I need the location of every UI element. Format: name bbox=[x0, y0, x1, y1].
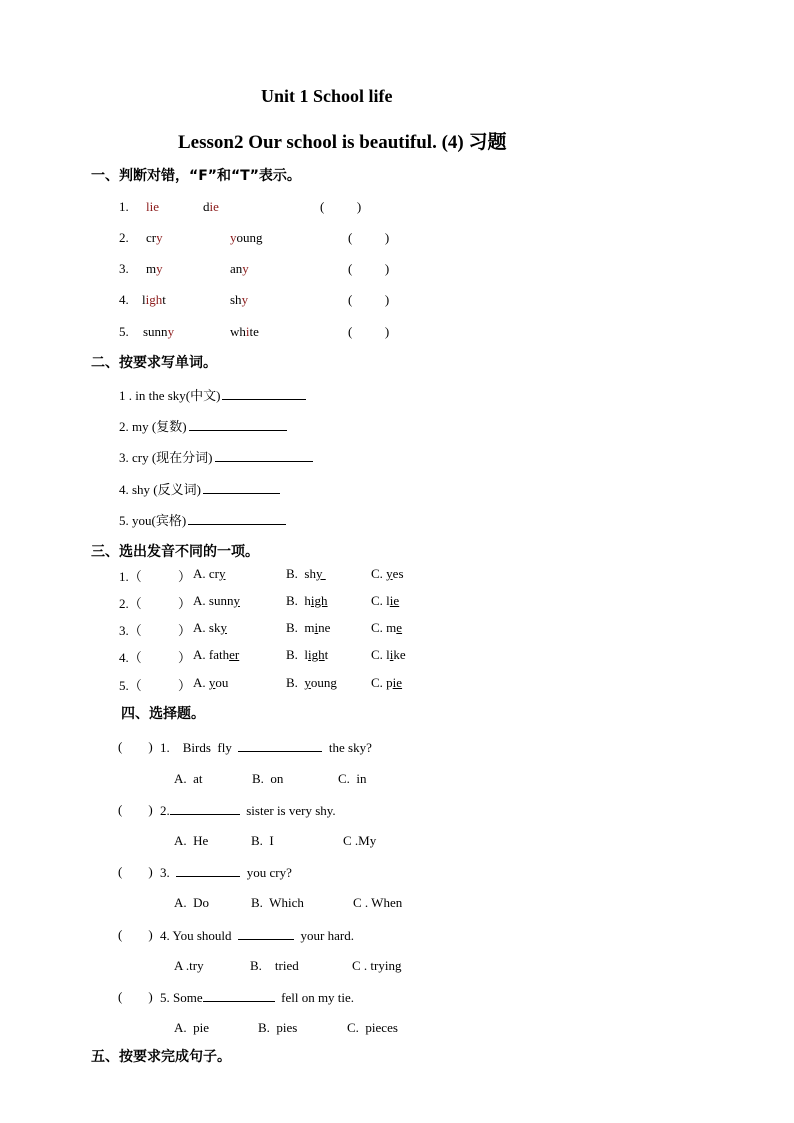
word-task bbox=[119, 385, 306, 404]
answer-blank[interactable] bbox=[215, 449, 313, 462]
text-part: ou bbox=[215, 675, 229, 690]
text-part: C. m bbox=[371, 620, 397, 635]
underlined-letters: igh bbox=[310, 593, 328, 608]
underlined-letters: y bbox=[219, 566, 226, 581]
underlined-letters: e bbox=[396, 620, 403, 635]
underlined-letters: igh bbox=[308, 647, 325, 662]
answer-parentheses[interactable]: ( ) bbox=[118, 739, 153, 754]
option-b bbox=[286, 647, 328, 663]
choice-option[interactable]: A .try bbox=[174, 958, 204, 973]
text-part: l bbox=[142, 292, 146, 307]
text-part: A. bbox=[193, 675, 209, 690]
option-a bbox=[193, 566, 226, 582]
underlined-letters: y bbox=[233, 593, 240, 608]
underlined-letters: i bbox=[314, 620, 319, 635]
answer-blank[interactable] bbox=[222, 387, 306, 400]
answer-blank[interactable] bbox=[238, 739, 322, 752]
text-part: sister is very shy. bbox=[239, 803, 336, 818]
word-left bbox=[146, 199, 159, 215]
word-right bbox=[203, 199, 219, 215]
text-part: you cry? bbox=[240, 865, 292, 880]
answer-parentheses[interactable]: ( ) bbox=[320, 199, 362, 214]
text-part: the sky? bbox=[322, 740, 372, 755]
unit-title: Unit 1 School life bbox=[261, 86, 393, 106]
text-part: sunn bbox=[143, 324, 168, 339]
text-part: oung bbox=[236, 230, 263, 245]
text-part: 2. bbox=[160, 803, 170, 818]
option-b bbox=[286, 566, 326, 582]
option-b bbox=[286, 675, 337, 691]
underlined-letters: ie bbox=[389, 593, 400, 608]
option-a bbox=[193, 593, 240, 609]
item-number: 1. bbox=[119, 199, 129, 214]
answer-parentheses[interactable]: ( ) bbox=[118, 802, 153, 817]
question-text bbox=[160, 864, 292, 881]
text-part: es bbox=[392, 566, 404, 581]
highlighted-letters: y bbox=[242, 261, 249, 276]
choice-option[interactable]: A. Do bbox=[174, 895, 210, 910]
text-part: cr bbox=[146, 230, 157, 245]
answer-parentheses[interactable]: ( ) bbox=[118, 927, 153, 942]
choice-option[interactable]: A. pie bbox=[174, 1020, 210, 1035]
text-part: 5. Some bbox=[160, 990, 203, 1005]
word-right bbox=[230, 324, 259, 340]
answer-blank[interactable] bbox=[176, 864, 240, 877]
text-part: C. bbox=[371, 566, 387, 581]
text-part: your hard. bbox=[294, 928, 354, 943]
option-c bbox=[371, 593, 399, 609]
word-right bbox=[230, 261, 249, 277]
text-part: oung bbox=[310, 675, 337, 690]
word-left bbox=[142, 292, 166, 308]
text-part: d bbox=[203, 199, 210, 214]
answer-parentheses[interactable]: ( ) bbox=[348, 261, 390, 276]
text-part: A. sk bbox=[193, 620, 221, 635]
option-b bbox=[286, 620, 330, 636]
word-task bbox=[119, 416, 287, 435]
text-part: B. bbox=[286, 675, 305, 690]
word-task bbox=[119, 510, 286, 529]
text-part: 3. bbox=[160, 865, 177, 880]
text-part: m bbox=[146, 261, 157, 276]
underlined-letters: y bbox=[315, 566, 326, 581]
task-text: 4. shy (反义词) bbox=[119, 482, 201, 497]
section1-heading: 一、判断对错，“F”和“T”表示。 bbox=[91, 168, 301, 184]
answer-blank[interactable] bbox=[189, 418, 287, 431]
underlined-letters: y bbox=[208, 675, 216, 690]
highlighted-letters: y bbox=[230, 230, 237, 245]
highlighted-letters: i bbox=[245, 324, 250, 339]
highlighted-letters: ie bbox=[209, 199, 219, 214]
section5-heading: 五、按要求完成句子。 bbox=[91, 1049, 231, 1065]
option-b bbox=[286, 593, 328, 609]
text-part: A. cr bbox=[193, 566, 219, 581]
choice-option[interactable]: B. Which bbox=[251, 895, 304, 910]
question-text bbox=[160, 739, 372, 756]
underlined-letters: i bbox=[389, 647, 394, 662]
item-number: 3. bbox=[119, 261, 129, 276]
section2-heading: 二、按要求写单词。 bbox=[91, 355, 217, 371]
word-right bbox=[230, 230, 263, 246]
option-c bbox=[371, 675, 402, 691]
word-task bbox=[119, 479, 280, 498]
choice-option[interactable]: B. pies bbox=[258, 1020, 298, 1035]
option-c bbox=[371, 647, 406, 663]
answer-blank[interactable] bbox=[188, 512, 286, 525]
answer-parentheses[interactable]: ( ) bbox=[348, 230, 390, 245]
choice-option[interactable]: C .My bbox=[343, 833, 377, 848]
answer-parentheses[interactable]: ） bbox=[178, 569, 192, 584]
word-right bbox=[230, 292, 248, 308]
item-number: 1.（ bbox=[119, 569, 142, 584]
text-part: ke bbox=[393, 647, 406, 662]
text-part: B. m bbox=[286, 620, 315, 635]
task-text: 1 . in the sky(中文) bbox=[119, 388, 221, 403]
answer-parentheses[interactable]: ( ) bbox=[348, 324, 390, 339]
choice-option[interactable]: A. at bbox=[174, 771, 203, 786]
answer-parentheses[interactable]: ( ) bbox=[118, 864, 153, 879]
lesson-title: Lesson2 Our school is beautiful. (4) 习题 bbox=[178, 132, 507, 153]
highlighted-letters: y bbox=[167, 324, 175, 339]
underlined-letters: y bbox=[220, 620, 227, 635]
answer-parentheses[interactable]: ） bbox=[178, 623, 192, 638]
underlined-letters: y bbox=[386, 566, 393, 581]
highlighted-letters: igh bbox=[145, 292, 163, 307]
section3-heading: 三、选出发音不同的一项。 bbox=[91, 544, 259, 560]
choice-option[interactable]: C . trying bbox=[352, 958, 402, 973]
item-number: 4.（ bbox=[119, 650, 142, 665]
option-a bbox=[193, 620, 227, 636]
text-part: C. l bbox=[371, 593, 390, 608]
text-part: t bbox=[162, 292, 166, 307]
question-text bbox=[160, 989, 354, 1006]
choice-option[interactable]: C. in bbox=[338, 771, 367, 786]
word-left bbox=[146, 230, 163, 246]
item-number: 5. bbox=[119, 324, 129, 339]
choice-option[interactable]: C. pieces bbox=[347, 1020, 398, 1035]
text-part: C. l bbox=[371, 647, 390, 662]
choice-option[interactable]: B. on bbox=[252, 771, 284, 786]
highlighted-letters: y bbox=[156, 261, 163, 276]
question-text bbox=[160, 927, 354, 944]
answer-parentheses[interactable]: ( ) bbox=[348, 292, 390, 307]
item-number: 2. bbox=[119, 230, 129, 245]
text-part: B. sh bbox=[286, 566, 316, 581]
word-left bbox=[146, 261, 163, 277]
section4-heading: 四、选择题。 bbox=[121, 706, 205, 722]
task-text: 3. cry (现在分词) bbox=[119, 450, 213, 465]
option-a bbox=[193, 647, 239, 663]
answer-parentheses[interactable]: ） bbox=[178, 596, 192, 611]
choice-option[interactable]: C . When bbox=[353, 895, 403, 910]
item-number: 4. bbox=[119, 292, 129, 307]
choice-option[interactable]: A. He bbox=[174, 833, 209, 848]
text-part: C. p bbox=[371, 675, 393, 690]
task-text: 5. you(宾格) bbox=[119, 513, 187, 528]
option-c bbox=[371, 620, 402, 636]
item-number: 5.（ bbox=[119, 678, 142, 693]
word-task bbox=[119, 447, 313, 466]
text-part: wh bbox=[230, 324, 246, 339]
question-text bbox=[160, 802, 336, 819]
text-part: te bbox=[249, 324, 259, 339]
answer-parentheses[interactable]: ） bbox=[178, 650, 192, 665]
answer-blank[interactable] bbox=[203, 481, 280, 494]
underlined-letters: ie bbox=[392, 675, 403, 690]
text-part: 1. Birds fly bbox=[160, 740, 239, 755]
choice-option[interactable]: B. I bbox=[251, 833, 274, 848]
underlined-letters: er bbox=[229, 647, 240, 662]
text-part: B. l bbox=[286, 647, 309, 662]
item-number: 2.（ bbox=[119, 596, 142, 611]
answer-blank[interactable] bbox=[238, 927, 294, 940]
answer-parentheses[interactable]: ） bbox=[178, 678, 192, 693]
answer-blank[interactable] bbox=[170, 802, 240, 815]
text-part: an bbox=[230, 261, 243, 276]
text-part: B. h bbox=[286, 593, 311, 608]
highlighted-letters: lie bbox=[146, 199, 159, 214]
answer-parentheses[interactable]: ( ) bbox=[118, 989, 153, 1004]
task-text: 2. my (复数) bbox=[119, 419, 187, 434]
option-c bbox=[371, 566, 404, 582]
answer-blank[interactable] bbox=[203, 989, 275, 1002]
highlighted-letters: y bbox=[241, 292, 249, 307]
text-part: ne bbox=[318, 620, 331, 635]
text-part: fell on my tie. bbox=[274, 990, 355, 1005]
text-part: sh bbox=[230, 292, 242, 307]
item-number: 3.（ bbox=[119, 623, 142, 638]
underlined-letters: y bbox=[304, 675, 311, 690]
choice-option[interactable]: B. tried bbox=[250, 958, 299, 973]
text-part: 4. You should bbox=[160, 928, 239, 943]
option-a bbox=[193, 675, 228, 691]
text-part: A. sunn bbox=[193, 593, 234, 608]
text-part: A. fath bbox=[193, 647, 230, 662]
word-left bbox=[143, 324, 174, 340]
highlighted-letters: y bbox=[156, 230, 163, 245]
text-part: t bbox=[324, 647, 329, 662]
